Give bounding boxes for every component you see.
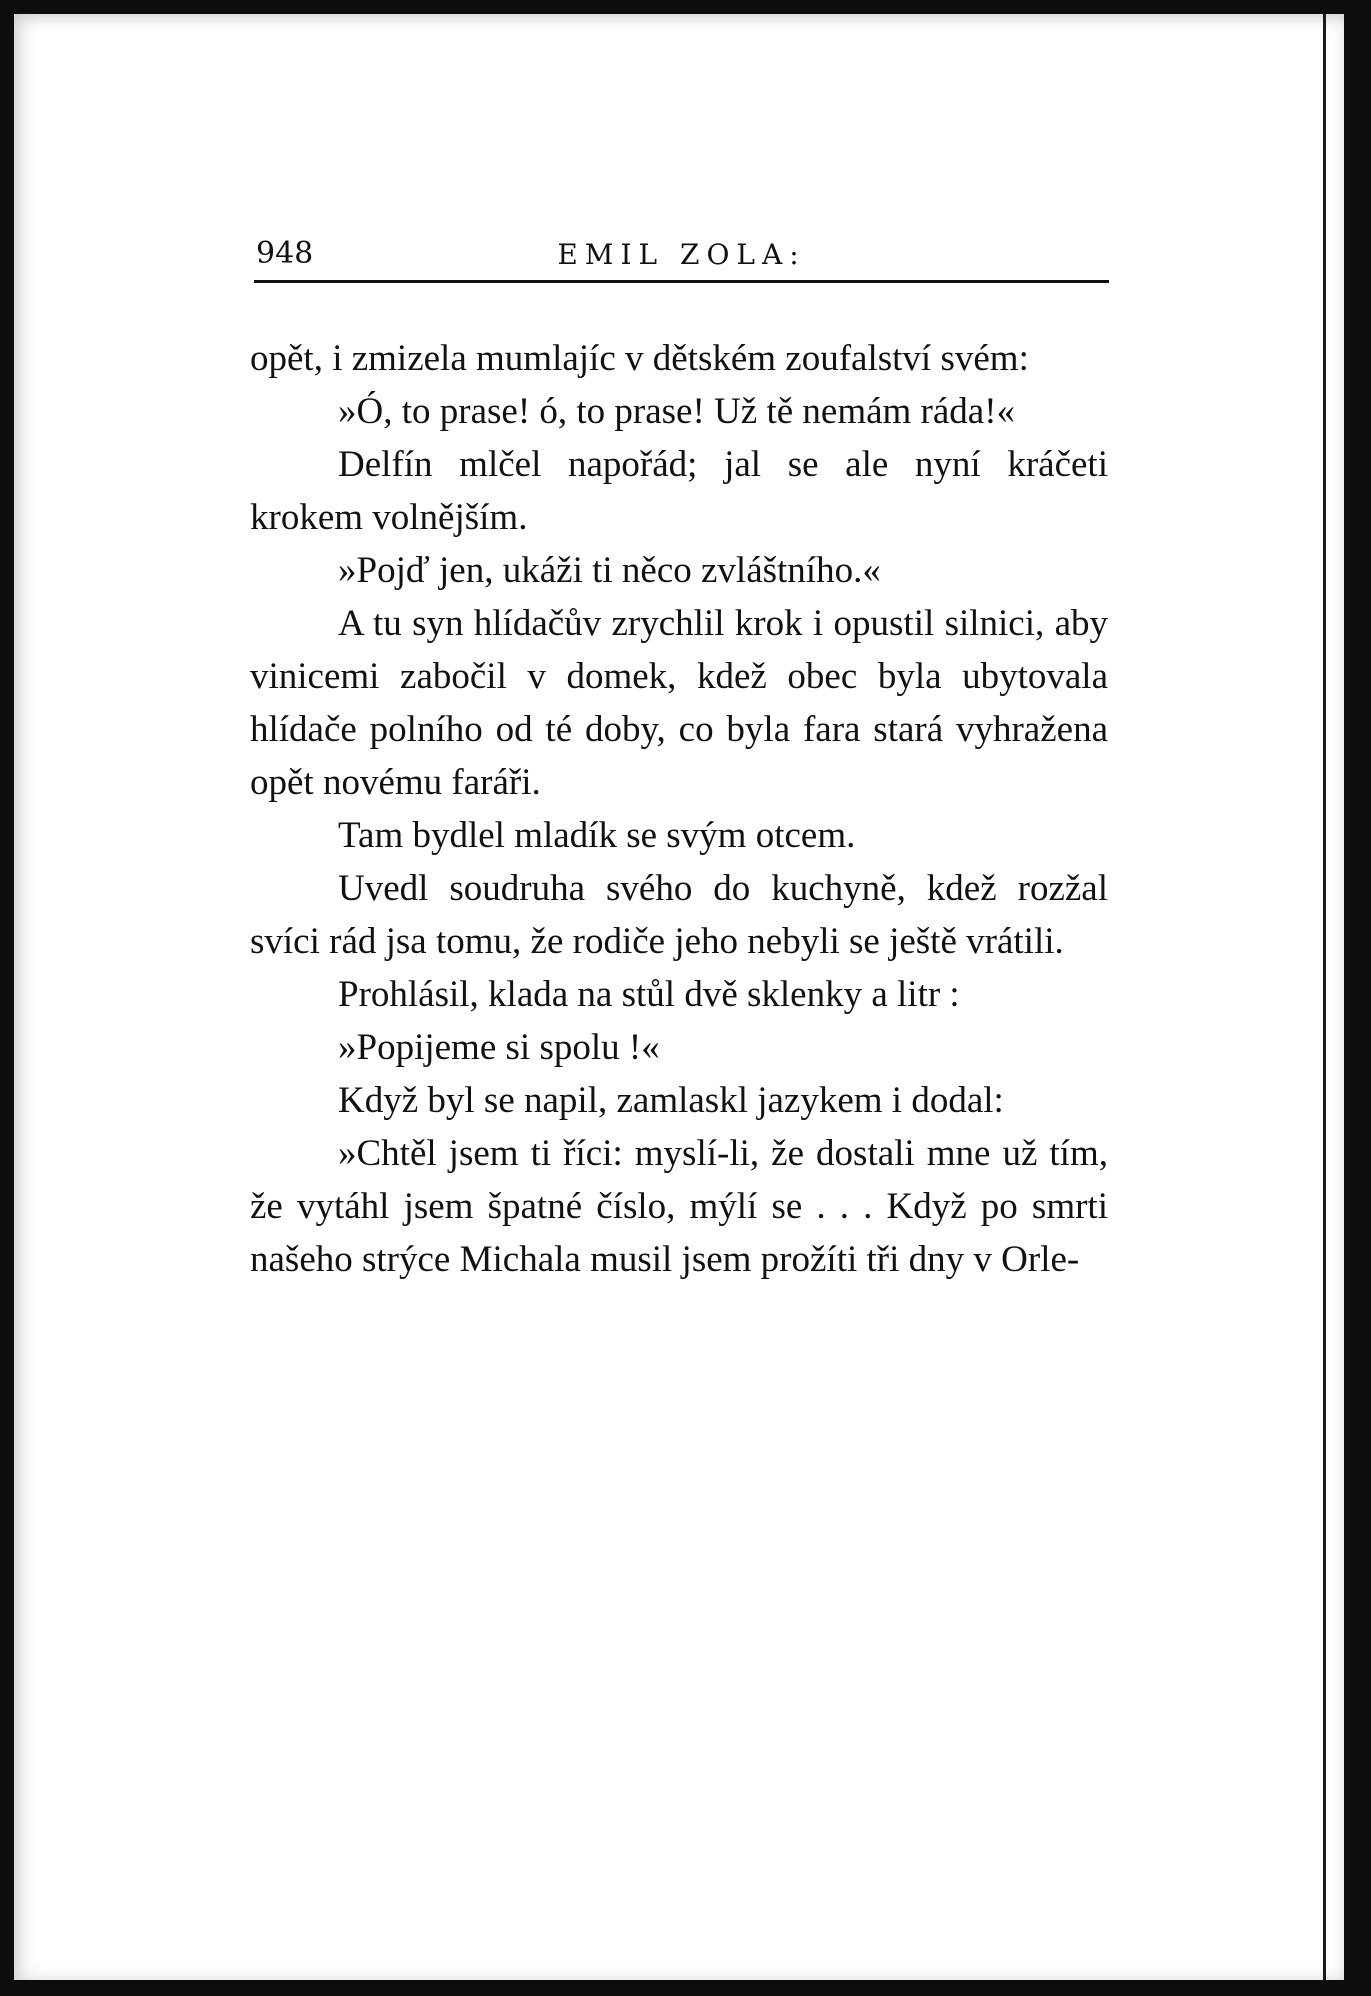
book-page bbox=[14, 14, 1344, 1980]
paragraph: Tam bydlel mladík se svým otcem. bbox=[338, 815, 856, 856]
paragraph: Prohlásil, klada na stůl dvě sklenky a litr : bbox=[338, 974, 960, 1015]
paragraph: Uvedl soudruha svého do kuchyně, kdež rozžal svíci rád jsa tomu, že rodiče jeho nebyli se ještě vrátili. bbox=[250, 868, 1108, 962]
body-text bbox=[250, 332, 1108, 1286]
paragraph: A tu syn hlídačův zrychlil krok i opustil silnici, aby vinicemi zabočil v domek, kdež obec byla ubytovala hlídače polního od té doby, co byla fara stará vyhražena opět novému faráři. bbox=[250, 603, 1108, 803]
paragraph: »Chtěl jsem ti říci: myslí-li, že dostali mne už tím, že vytáhl jsem špatné číslo, mýlí se . . . Když po smrti našeho strýce Michala musil jsem prožíti tři dny v Orle- bbox=[250, 1133, 1108, 1280]
paragraph: »Popijeme si spolu !« bbox=[338, 1027, 660, 1068]
running-head: EMIL ZOLA: bbox=[557, 238, 806, 271]
paragraph: Delfín mlčel napořád; jal se ale nyní kráčeti krokem volnějším. bbox=[250, 444, 1108, 538]
paragraph: »Ó, to prase! ó, to prase! Už tě nemám ráda!« bbox=[338, 391, 1016, 432]
page-header bbox=[254, 236, 1109, 283]
paragraph-continuation: opět, i zmizela mumlajíc v dětském zoufalství svém: bbox=[250, 338, 1029, 379]
paragraph: »Pojď jen, ukáži ti něco zvláštního.« bbox=[338, 550, 881, 591]
paragraph: Když byl se napil, zamlaskl jazykem i dodal: bbox=[338, 1080, 1004, 1121]
page-number: 948 bbox=[256, 236, 314, 271]
